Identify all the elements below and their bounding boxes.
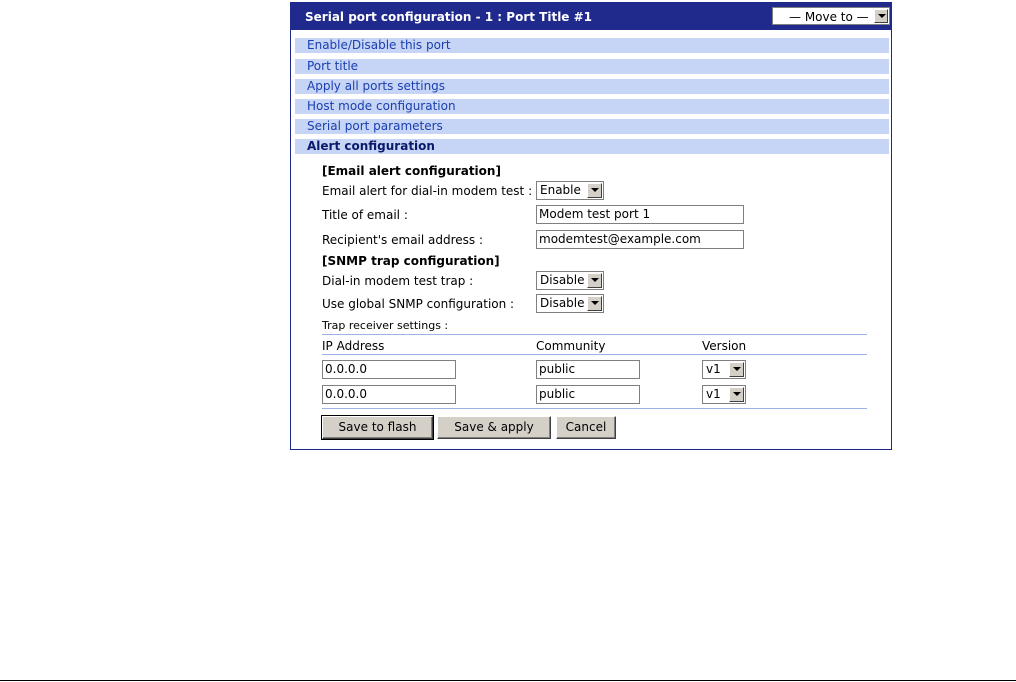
- cancel-button[interactable]: Cancel: [556, 416, 616, 439]
- section-apply-all-ports[interactable]: Apply all ports settings: [295, 79, 889, 94]
- column-version: Version: [702, 339, 747, 353]
- email-title-input[interactable]: Modem test port 1: [536, 205, 744, 224]
- trap-version-value-1: v1: [706, 362, 721, 376]
- divider: [322, 354, 867, 355]
- divider: [322, 408, 867, 409]
- divider: [322, 334, 867, 335]
- section-port-title[interactable]: Port title: [295, 59, 889, 74]
- snmp-header: [SNMP trap configuration]: [322, 254, 500, 268]
- trap-version-value-2: v1: [706, 387, 721, 401]
- chevron-down-icon: [587, 296, 602, 311]
- trap-community-input-2[interactable]: public: [536, 385, 640, 404]
- trap-receiver-label: Trap receiver settings :: [322, 319, 449, 332]
- trap-version-select-2[interactable]: [702, 385, 746, 404]
- email-title-label: Title of email :: [322, 208, 408, 222]
- chevron-down-icon: [729, 387, 744, 402]
- dialin-trap-label: Dial-in modem test trap :: [322, 274, 474, 288]
- email-alert-header: [Email alert configuration]: [322, 164, 501, 178]
- panel-title-bar: [291, 3, 891, 30]
- chevron-down-icon: [587, 183, 602, 198]
- section-serial-parameters[interactable]: Serial port parameters: [295, 119, 889, 134]
- save-and-apply-button[interactable]: Save & apply: [437, 416, 551, 439]
- section-alert-configuration[interactable]: Alert configuration: [295, 139, 889, 154]
- move-to-select[interactable]: [772, 7, 890, 25]
- email-dialin-value: Enable: [540, 183, 581, 197]
- section-host-mode[interactable]: Host mode configuration: [295, 99, 889, 114]
- recipient-email-input[interactable]: modemtest@example.com: [536, 230, 744, 249]
- dialin-trap-select[interactable]: [536, 271, 604, 290]
- section-enable-disable[interactable]: Enable/Disable this port: [295, 38, 889, 53]
- column-community: Community: [536, 339, 606, 353]
- email-dialin-select[interactable]: [536, 181, 604, 200]
- trap-version-select-1[interactable]: [702, 360, 746, 379]
- chevron-down-icon: [587, 273, 602, 288]
- chevron-down-icon: [874, 9, 888, 23]
- move-to-value: — Move to —: [789, 10, 869, 24]
- dialin-trap-value: Disable: [540, 273, 585, 287]
- column-ip-address: IP Address: [322, 339, 385, 353]
- global-snmp-label: Use global SNMP configuration :: [322, 297, 515, 311]
- global-snmp-value: Disable: [540, 296, 585, 310]
- save-to-flash-button[interactable]: Save to flash: [322, 416, 433, 439]
- trap-ip-input-2[interactable]: 0.0.0.0: [322, 385, 456, 404]
- serial-port-config-panel: [290, 2, 892, 450]
- page-bottom-rule: [0, 680, 1016, 681]
- recipient-label: Recipient's email address :: [322, 233, 484, 247]
- chevron-down-icon: [729, 362, 744, 377]
- panel-title: Serial port configuration - 1 : Port Title #1: [305, 10, 593, 24]
- trap-ip-input-1[interactable]: 0.0.0.0: [322, 360, 456, 379]
- email-dialin-label: Email alert for dial-in modem test :: [322, 184, 533, 198]
- global-snmp-select[interactable]: [536, 294, 604, 313]
- trap-community-input-1[interactable]: public: [536, 360, 640, 379]
